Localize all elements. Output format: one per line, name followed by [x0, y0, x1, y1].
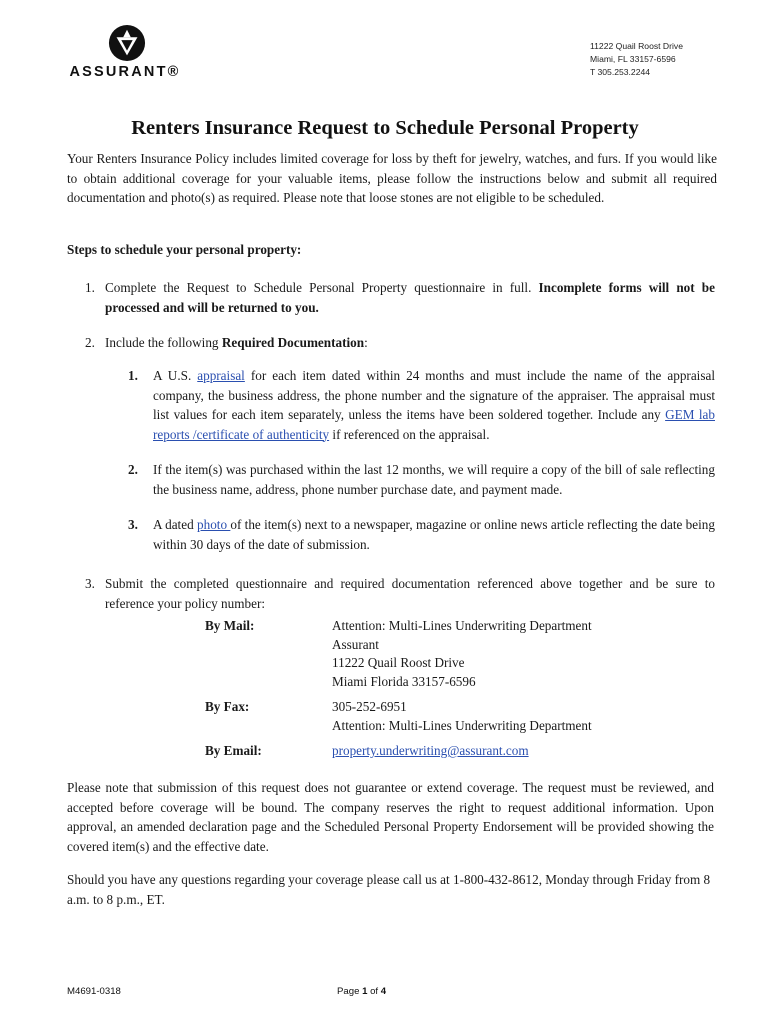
fax-label: By Fax:	[205, 699, 250, 714]
gem-lab-reports-link[interactable]: GEM lab reports /certificate of authenticity	[153, 407, 715, 442]
email-link[interactable]: property.underwriting@assurant.com	[332, 743, 529, 758]
photo-link[interactable]: photo	[197, 517, 231, 532]
assurant-logo	[60, 24, 190, 88]
logo-wordmark: ASSURANT®	[69, 64, 181, 80]
questions-paragraph: Should you have any questions regarding your coverage please call us at 1-800-432-8612, Monday through Friday from 8 a.m. to 8 p.m., ET.	[67, 872, 711, 907]
step-1-text: Complete the Request to Schedule Personal Property questionnaire in full. Incomplete forms will not be processed and will be returned to you.	[105, 280, 715, 315]
steps-heading: Steps to schedule your personal property:	[67, 242, 302, 257]
step-1-number: 1.	[85, 280, 95, 295]
address-street: 11222 Quail Roost Drive	[590, 41, 683, 51]
mail-address: Attention: Multi-Lines Underwriting Department Assurant 11222 Quail Roost Drive Miami Florida 33157-6596	[332, 618, 592, 689]
page-number: Page 1 of 4	[337, 986, 387, 997]
company-address	[590, 40, 683, 79]
mail-label: By Mail:	[205, 618, 255, 633]
email-label: By Email:	[205, 743, 262, 758]
doc-item-3-text: A dated photo of the item(s) next to a newspaper, magazine or online news article reflecting the date being within 30 days of the date of submission.	[153, 517, 715, 552]
step-3-text: Submit the completed questionnaire and required documentation referenced above together and be sure to reference your policy number:	[105, 576, 715, 611]
form-code: M4691-0318	[67, 986, 121, 997]
doc-item-3-number: 3.	[128, 517, 138, 532]
step-2-number: 2.	[85, 335, 95, 350]
email-address	[332, 742, 529, 761]
doc-item-1-number: 1.	[128, 368, 138, 383]
step-2-text: Include the following Required Documentation:	[105, 335, 368, 350]
appraisal-link[interactable]: appraisal	[197, 368, 245, 383]
doc-item-2-text: If the item(s) was purchased within the last 12 months, we will require a copy of the bill of sale reflecting the business name, address, phone number purchase date, and payment made.	[153, 462, 715, 497]
assurant-emblem-icon	[108, 24, 146, 62]
fax-details: 305-252-6951 Attention: Multi-Lines Underwriting Department	[332, 699, 592, 733]
address-phone: T 305.253.2244	[590, 67, 651, 77]
intro-paragraph: Your Renters Insurance Policy includes limited coverage for loss by theft for jewelry, watches, and furs. If you would like to obtain additional coverage for your valuable items, please follow the instructions below and submit all required documentation and photo(s) as required. Please note that loose stones are not eligible to be scheduled.	[67, 151, 717, 205]
address-city: Miami, FL 33157-6596	[590, 54, 676, 64]
step-3-number: 3.	[85, 576, 95, 591]
doc-item-1-text: A U.S. appraisal for each item dated within 24 months and must include the name of the appraisal company, the business address, the phone number and the signature of the appraiser. The appraisal must list values for each item separately, unless the items have been soldered together. Include any GEM lab reports /certificate of authenticity if referenced on the appraisal.	[153, 368, 715, 442]
page-title: Renters Insurance Request to Schedule Personal Property	[131, 117, 639, 139]
doc-item-2-number: 2.	[128, 462, 138, 477]
coverage-note: Please note that submission of this request does not guarantee or extend coverage. The request must be reviewed, and accepted before coverage will be bound. The company reserves the right to request additional information. Upon approval, an amended declaration page and the Scheduled Personal Property Endorsement will be provided showing the covered item(s) and the effective date.	[67, 780, 714, 854]
